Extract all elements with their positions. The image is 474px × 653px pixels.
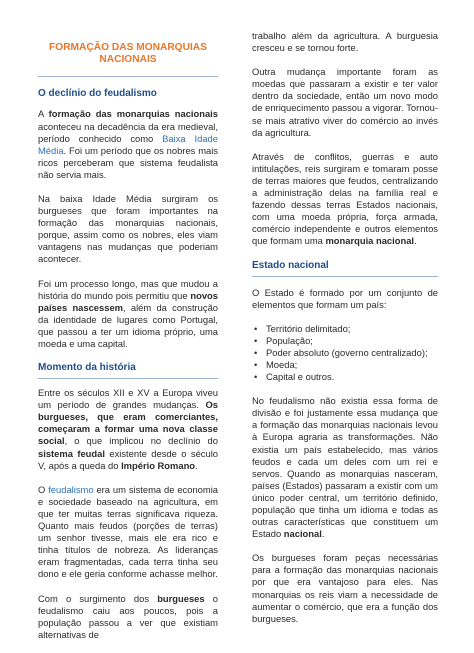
section-heading-momento: Momento da história xyxy=(38,362,136,374)
paragraph xyxy=(252,395,438,540)
paragraph xyxy=(252,552,438,625)
text-run: No feudalismo não existia essa forma de divisão e foi justamente essa mudança que a formação das monarquias nacionais levou à Europa agraria as transformações. Não existia um país estabelecido, mas vários feudos e cada um deles com um rei e servos. Quando as monarquias nasceram, países (Estados) passaram a existir com um único poder central, um território definido, população que tinha um idioma e todas as outras características que constituem um Estado xyxy=(252,395,438,540)
paragraph xyxy=(38,108,218,181)
text-run: Com o surgimento dos xyxy=(38,592,158,604)
text-run: . xyxy=(195,459,198,471)
highlighted-term: Baixa Idade Média xyxy=(38,132,218,156)
paragraph xyxy=(252,151,438,248)
page-title: FORMAÇÃO DAS MONARQUIAS NACIONAIS xyxy=(49,42,207,66)
bold-text: Império Romano xyxy=(121,459,196,471)
left-column xyxy=(38,0,218,653)
paragraph xyxy=(38,193,218,266)
paragraph xyxy=(38,484,218,581)
paragraph xyxy=(252,287,438,311)
text-run: existente desde o século V, após a queda do xyxy=(38,447,218,471)
paragraph xyxy=(38,387,218,472)
text-run: Os burgueses foram peças necessárias para a formação das monarquias nacionais por que era vantajoso para eles. Nas monarquias os reis viam a necessidade de aumentar o comércio, que era a função dos burgueses. xyxy=(252,552,438,624)
text-run: aconteceu na decadência da era medieval, período conhecido como xyxy=(38,120,218,144)
paragraph xyxy=(38,593,218,641)
section-heading-declinio: O declínio do feudalismo xyxy=(38,88,157,100)
bold-text: monarquia nacional xyxy=(325,235,415,247)
text-run: . xyxy=(321,528,325,540)
text-run: , além da construção da identidade de lugares como Portugal, que passou a ter um idioma próprio, uma moeda e uma capital. xyxy=(38,301,218,349)
text-run: Outra mudança importante foram as moedas que passaram a existir e ter valor dentro da sociedade, então um novo modo de enriquecimento passou a vigorar. Tornou-se mais atrativo viver do comércio ao invés da agricultura. xyxy=(252,66,438,138)
text-run: . Foi um período que os nobres mais ricos perceberam que sistema feudalista não servia mais. xyxy=(38,144,218,180)
text-run: era um sistema de economia e sociedade baseado na agricultura, em que ter muitas terras significava riqueza. Quanto mais feudos (porções de terras) um senhor tivesse, mais ele era rico e tinha títulos de nobreza. As lideranças eram fragmentadas, cada terra tinha seu dono e ele geria conforme achasse melhor. xyxy=(38,483,218,580)
text-run: o feudalismo caiu aos poucos, pois a população passou a ver que existiam alternativas de xyxy=(38,592,218,640)
paragraph xyxy=(252,66,438,139)
text-run: Através de conflitos, guerras e auto intitulações, reis surgiram e tomaram posse de terras maiores que feudos, centralizando a administração delas na família real e fazendo dessas terras Estados nacionais, com uma moeda própria, força armada, comércio independente e outros elementos que formam uma xyxy=(252,150,438,247)
paragraph xyxy=(38,278,218,351)
text-run: trabalho além da agricultura. A burguesia cresceu e se tornou forte. xyxy=(252,30,438,54)
section-divider xyxy=(252,276,438,277)
bold-text: burgueses xyxy=(157,592,205,604)
bold-text: formação das monarquias nacionais xyxy=(48,108,218,120)
text-run: Entre os séculos XII e XV a Europa viveu um período de grandes mudanças. xyxy=(38,387,218,411)
highlighted-term: feudalismo xyxy=(48,483,94,495)
bold-text: sistema feudal xyxy=(38,447,105,459)
text-run: A xyxy=(38,108,49,120)
bold-text: nacional xyxy=(283,528,322,540)
paragraph xyxy=(252,30,438,54)
list-item: • Capital e outros. xyxy=(252,371,438,383)
text-run: , o que implicou no declínio do xyxy=(64,435,218,447)
list-item: • População; xyxy=(252,335,438,347)
bold-text: novos países nascessem xyxy=(38,289,218,313)
list-item: • Moeda; xyxy=(252,359,438,371)
list-item: • Território delimitado; xyxy=(252,323,438,335)
text-run: Na baixa Idade Média surgiram os burgueses que foram importantes na formação das monarquias nacionais, porque, assim como os nobres, eles viam vantagens nas mudanças que poderiam acontecer. xyxy=(38,192,218,265)
section-divider xyxy=(38,378,218,379)
list-item: • Poder absoluto (governo centralizado); xyxy=(252,347,438,359)
text-run: . xyxy=(414,235,417,247)
text-run: O Estado é formado por um conjunto de elementos que formam um país: xyxy=(252,286,438,310)
right-column xyxy=(252,0,438,637)
section-heading-estado: Estado nacional xyxy=(252,259,329,271)
element-list xyxy=(252,323,438,383)
text-run: O xyxy=(38,483,49,495)
bold-text: Os burgueses, que eram comerciantes, começaram a formar uma nova classe social xyxy=(38,399,218,447)
text-run: Foi um processo longo, mas que mudou a história do mundo pois permitiu que xyxy=(38,277,218,301)
